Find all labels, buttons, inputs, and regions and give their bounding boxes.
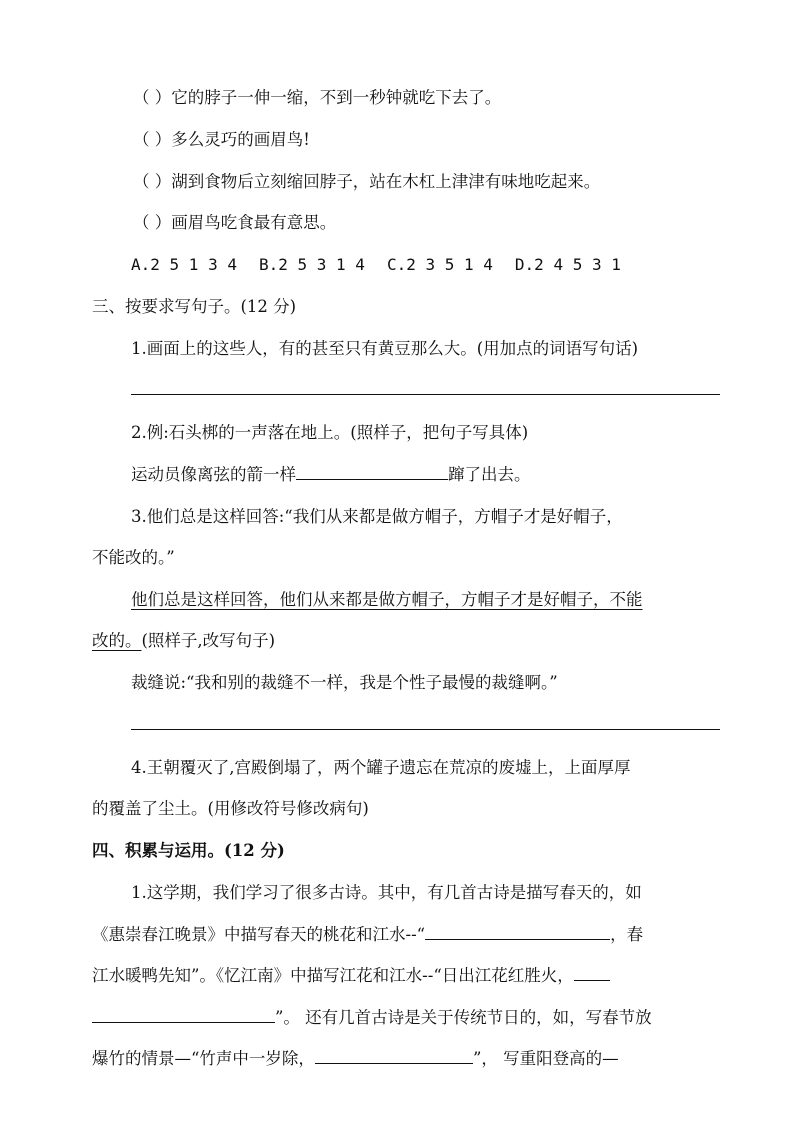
instruction: (照样子,改写句子) [141,631,276,650]
order-item-3 [133,171,600,193]
order-item-text: 湖到食物后立刻缩回脖子，站在木杠上津津有味地吃起来。 [171,172,601,191]
options-row [131,254,621,276]
question-3-1: 1.画面上的这些人，有的甚至只有黄豆那么大。(用加点的词语写句话) [131,339,639,358]
question-3-4: 4.王朝覆灭了,宫殿倒塌了，两个罐子遗忘在荒凉的废墟上，上面厚厚 [131,758,631,777]
order-item-1 [133,87,501,109]
fill-blank[interactable] [296,463,448,480]
option-b[interactable]: B.2 5 3 1 4 [258,255,365,274]
task-text: 运动员像离弦的箭一样 [131,465,296,484]
question-4-1-line3 [92,964,610,987]
section-4-heading: 四、积累与运用。(12 分) [92,841,285,860]
question-3-4-cont: 的覆盖了尘土。(用修改符号修改病句) [92,799,369,818]
order-item-text: 多么灵巧的画眉鸟! [171,130,310,149]
example-sentence: 他们总是这样回答，他们从来都是做方帽子，方帽子才是好帽子，不能 [131,590,643,609]
order-item-2 [133,129,310,151]
question-3-2: 2.例:石头梆的一声落在地上。(照样子，把句子写具体) [131,423,529,442]
fill-blank[interactable] [425,923,610,940]
question-3-3-task: 裁缝说:“我和别的裁缝不一样，我是个性子最慢的裁缝啊。” [131,673,558,692]
question-4-1-line2 [92,923,643,946]
fill-blank[interactable] [574,964,610,981]
option-c[interactable]: C.2 3 5 1 4 [386,255,493,274]
answer-paren[interactable]: （ ） [133,172,172,191]
fill-blank[interactable] [92,1006,275,1023]
poem-text: 江水暖鸭先知”。《忆江南》中描写江花和江水--“日出江花红胜火， [92,966,574,985]
poem-text: ”。 还有几首古诗是关于传统节日的，如，写春节放 [275,1008,652,1027]
fill-blank[interactable] [315,1047,473,1064]
option-a[interactable]: A.2 5 1 3 4 [131,255,237,274]
question-3-3: 3.他们总是这样回答:“我们从来都是做方帽子，方帽子才是好帽子， [131,507,623,526]
order-item-text: 它的脖子一伸一缩，不到一秒钟就吃下去了。 [171,88,502,107]
task-text: 蹿了出去。 [448,465,531,484]
order-item-4 [133,212,336,234]
answer-paren[interactable]: （ ） [133,130,172,149]
section-3-heading: 三、按要求写句子。(12 分) [92,297,297,316]
question-4-1-line5 [92,1047,619,1070]
question-3-2-task [131,463,531,486]
answer-paren[interactable]: （ ） [133,213,172,232]
question-4-1: 1.这学期，我们学习了很多古诗。其中，有几首古诗是描写春天的，如 [131,883,642,902]
poem-text: 爆竹的情景—“竹声中一岁除， [92,1049,315,1068]
example-sentence-cont [92,630,275,652]
option-d[interactable]: D.2 4 5 3 1 [514,255,621,274]
order-item-text: 画眉鸟吃食最有意思。 [171,213,337,232]
question-3-3-cont: 不能改的。” [92,548,175,567]
answer-paren[interactable]: （ ） [133,88,172,107]
example-underlined: 改的。 [92,631,142,650]
question-4-1-line4 [92,1006,652,1029]
answer-line-3-1[interactable] [131,394,720,395]
poem-text: ”， 写重阳登高的— [472,1049,619,1068]
answer-line-3-3[interactable] [131,729,720,730]
poem-text: 《惠崇春江晚景》中描写春天的桃花和江水--“ [92,925,426,944]
poem-text: ，春 [610,925,644,944]
